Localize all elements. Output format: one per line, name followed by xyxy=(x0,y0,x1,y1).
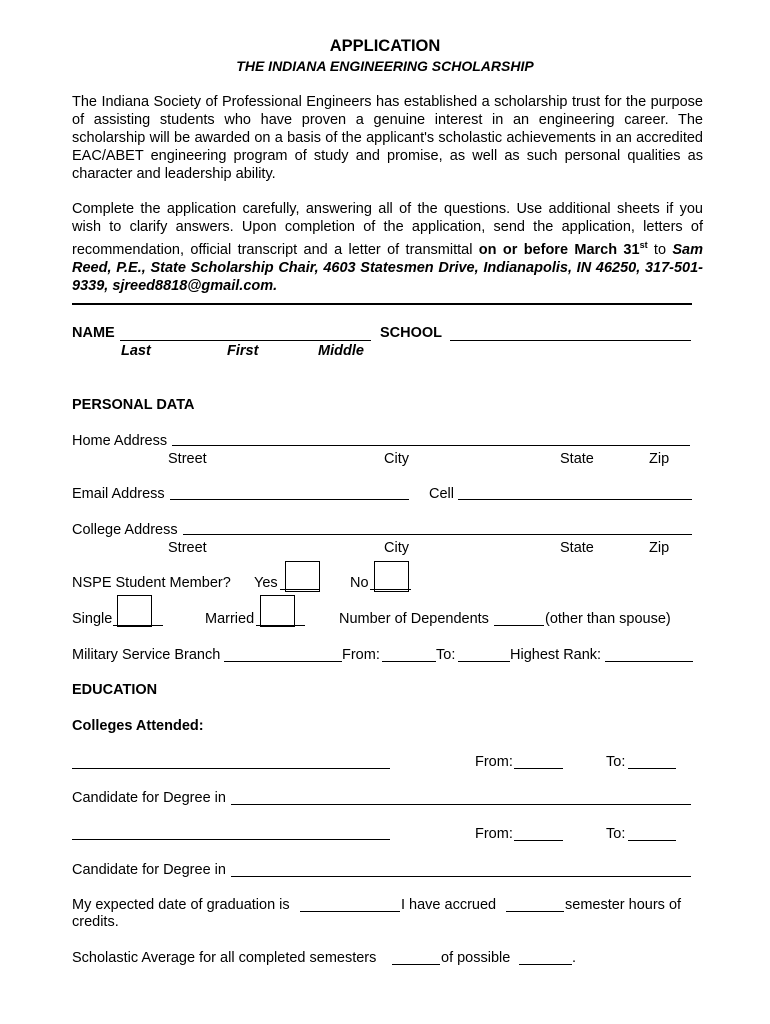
college-1-to-label: To: xyxy=(606,754,626,770)
scholastic-average-label: Scholastic Average for all completed semesters xyxy=(72,950,377,966)
to-text: to xyxy=(647,241,673,258)
nspe-label: NSPE Student Member? xyxy=(72,575,231,591)
home-city-caption: City xyxy=(384,451,409,467)
military-from-field[interactable] xyxy=(382,661,436,662)
page-subtitle: THE INDIANA ENGINEERING SCHOLARSHIP xyxy=(236,58,534,74)
yes-label: Yes xyxy=(254,575,278,591)
intro-paragraph: The Indiana Society of Professional Engineers has established a scholarship trust for the purpose of assisting students who have proven a genuine interest in an engineering career. The scholarship will be awarded on a basis of the applicant's scholastic achievements in an accredited EAC/ABET engineering program of study and promise, as well as such personal qualities as character and leadership ability. xyxy=(72,94,703,182)
college-2-from-label: From: xyxy=(475,826,513,842)
college-address-label: College Address xyxy=(72,522,178,538)
email-label: Email Address xyxy=(72,486,165,502)
military-label: Military Service Branch xyxy=(72,647,221,663)
accrued-label: I have accrued xyxy=(401,897,497,913)
home-address-field[interactable] xyxy=(172,445,690,446)
instructions-paragraph xyxy=(72,200,703,295)
home-zip-caption: Zip xyxy=(649,451,670,467)
of-possible-label: of possible xyxy=(441,950,511,966)
semester-hours-label: semester hours of xyxy=(565,897,682,913)
name-label: NAME xyxy=(72,325,115,341)
college-2-from-field[interactable] xyxy=(514,840,563,841)
graduation-label: My expected date of graduation is xyxy=(72,897,290,913)
college-2-to-field[interactable] xyxy=(628,840,676,841)
scholastic-average-field[interactable] xyxy=(392,964,440,965)
mailing-address: Sam Reed, P.E., State Scholarship Chair, 4603 Statesmen Drive, Indianapolis, IN 46250, 317-501-9339, sjreed8818@gmail.com. xyxy=(72,241,704,294)
dependents-field[interactable] xyxy=(494,625,544,626)
first-name-caption: First xyxy=(227,343,259,359)
college-1-field[interactable] xyxy=(72,768,390,769)
school-field[interactable] xyxy=(450,340,691,341)
other-than-spouse-note: (other than spouse) xyxy=(545,611,671,627)
email-field[interactable] xyxy=(170,499,409,500)
college-city-caption: City xyxy=(384,540,409,556)
period-mark: . xyxy=(572,950,577,966)
personal-data-heading: PERSONAL DATA xyxy=(72,397,195,413)
possible-average-field[interactable] xyxy=(519,964,572,965)
single-label: Single xyxy=(72,611,113,627)
middle-name-caption: Middle xyxy=(318,343,364,359)
school-label: SCHOOL xyxy=(380,325,443,341)
page-title: APPLICATION xyxy=(329,37,441,55)
college-address-field[interactable] xyxy=(183,534,692,535)
candidate-degree-1-label: Candidate for Degree in xyxy=(72,790,226,806)
nspe-yes-checkbox[interactable] xyxy=(285,561,320,592)
name-field[interactable] xyxy=(120,340,371,341)
married-label: Married xyxy=(205,611,255,627)
military-to-label: To: xyxy=(436,647,456,663)
last-name-caption: Last xyxy=(121,343,151,359)
credits-label: credits. xyxy=(72,914,119,930)
highest-rank-label: Highest Rank: xyxy=(510,647,602,663)
college-1-from-field[interactable] xyxy=(514,768,563,769)
military-from-label: From: xyxy=(342,647,380,663)
home-state-caption: State xyxy=(560,451,594,467)
candidate-degree-2-label: Candidate for Degree in xyxy=(72,862,226,878)
candidate-degree-1-field[interactable] xyxy=(231,804,691,805)
college-2-field[interactable] xyxy=(72,839,390,840)
education-heading: EDUCATION xyxy=(72,682,158,698)
college-1-to-field[interactable] xyxy=(628,768,676,769)
no-label: No xyxy=(350,575,369,591)
military-branch-field[interactable] xyxy=(224,661,342,662)
deadline-suffix: st xyxy=(639,240,648,250)
college-1-from-label: From: xyxy=(475,754,513,770)
single-checkbox[interactable] xyxy=(117,595,152,627)
candidate-degree-2-field[interactable] xyxy=(231,876,691,877)
cell-field[interactable] xyxy=(458,499,692,500)
graduation-date-field[interactable] xyxy=(300,911,400,912)
married-checkbox[interactable] xyxy=(260,595,295,627)
military-to-field[interactable] xyxy=(458,661,510,662)
colleges-attended-label: Colleges Attended: xyxy=(72,718,204,734)
college-state-caption: State xyxy=(560,540,594,556)
divider xyxy=(72,303,692,305)
college-zip-caption: Zip xyxy=(649,540,670,556)
semester-hours-field[interactable] xyxy=(506,911,564,912)
nspe-no-checkbox[interactable] xyxy=(374,561,409,592)
highest-rank-field[interactable] xyxy=(605,661,693,662)
deadline-text: on or before March 31 xyxy=(478,241,640,258)
home-address-label: Home Address xyxy=(72,433,168,449)
dependents-label: Number of Dependents xyxy=(339,611,489,627)
instructions-text: Complete the application carefully, answering all of the questions. Use additional sheets if you wish to clarify answers. Upon completion of the application, send the application, letters of recommendation, official transcript and a letter of transmittal xyxy=(72,201,703,258)
home-street-caption: Street xyxy=(168,451,207,467)
college-street-caption: Street xyxy=(168,540,207,556)
college-2-to-label: To: xyxy=(606,826,626,842)
cell-label: Cell xyxy=(429,486,454,502)
